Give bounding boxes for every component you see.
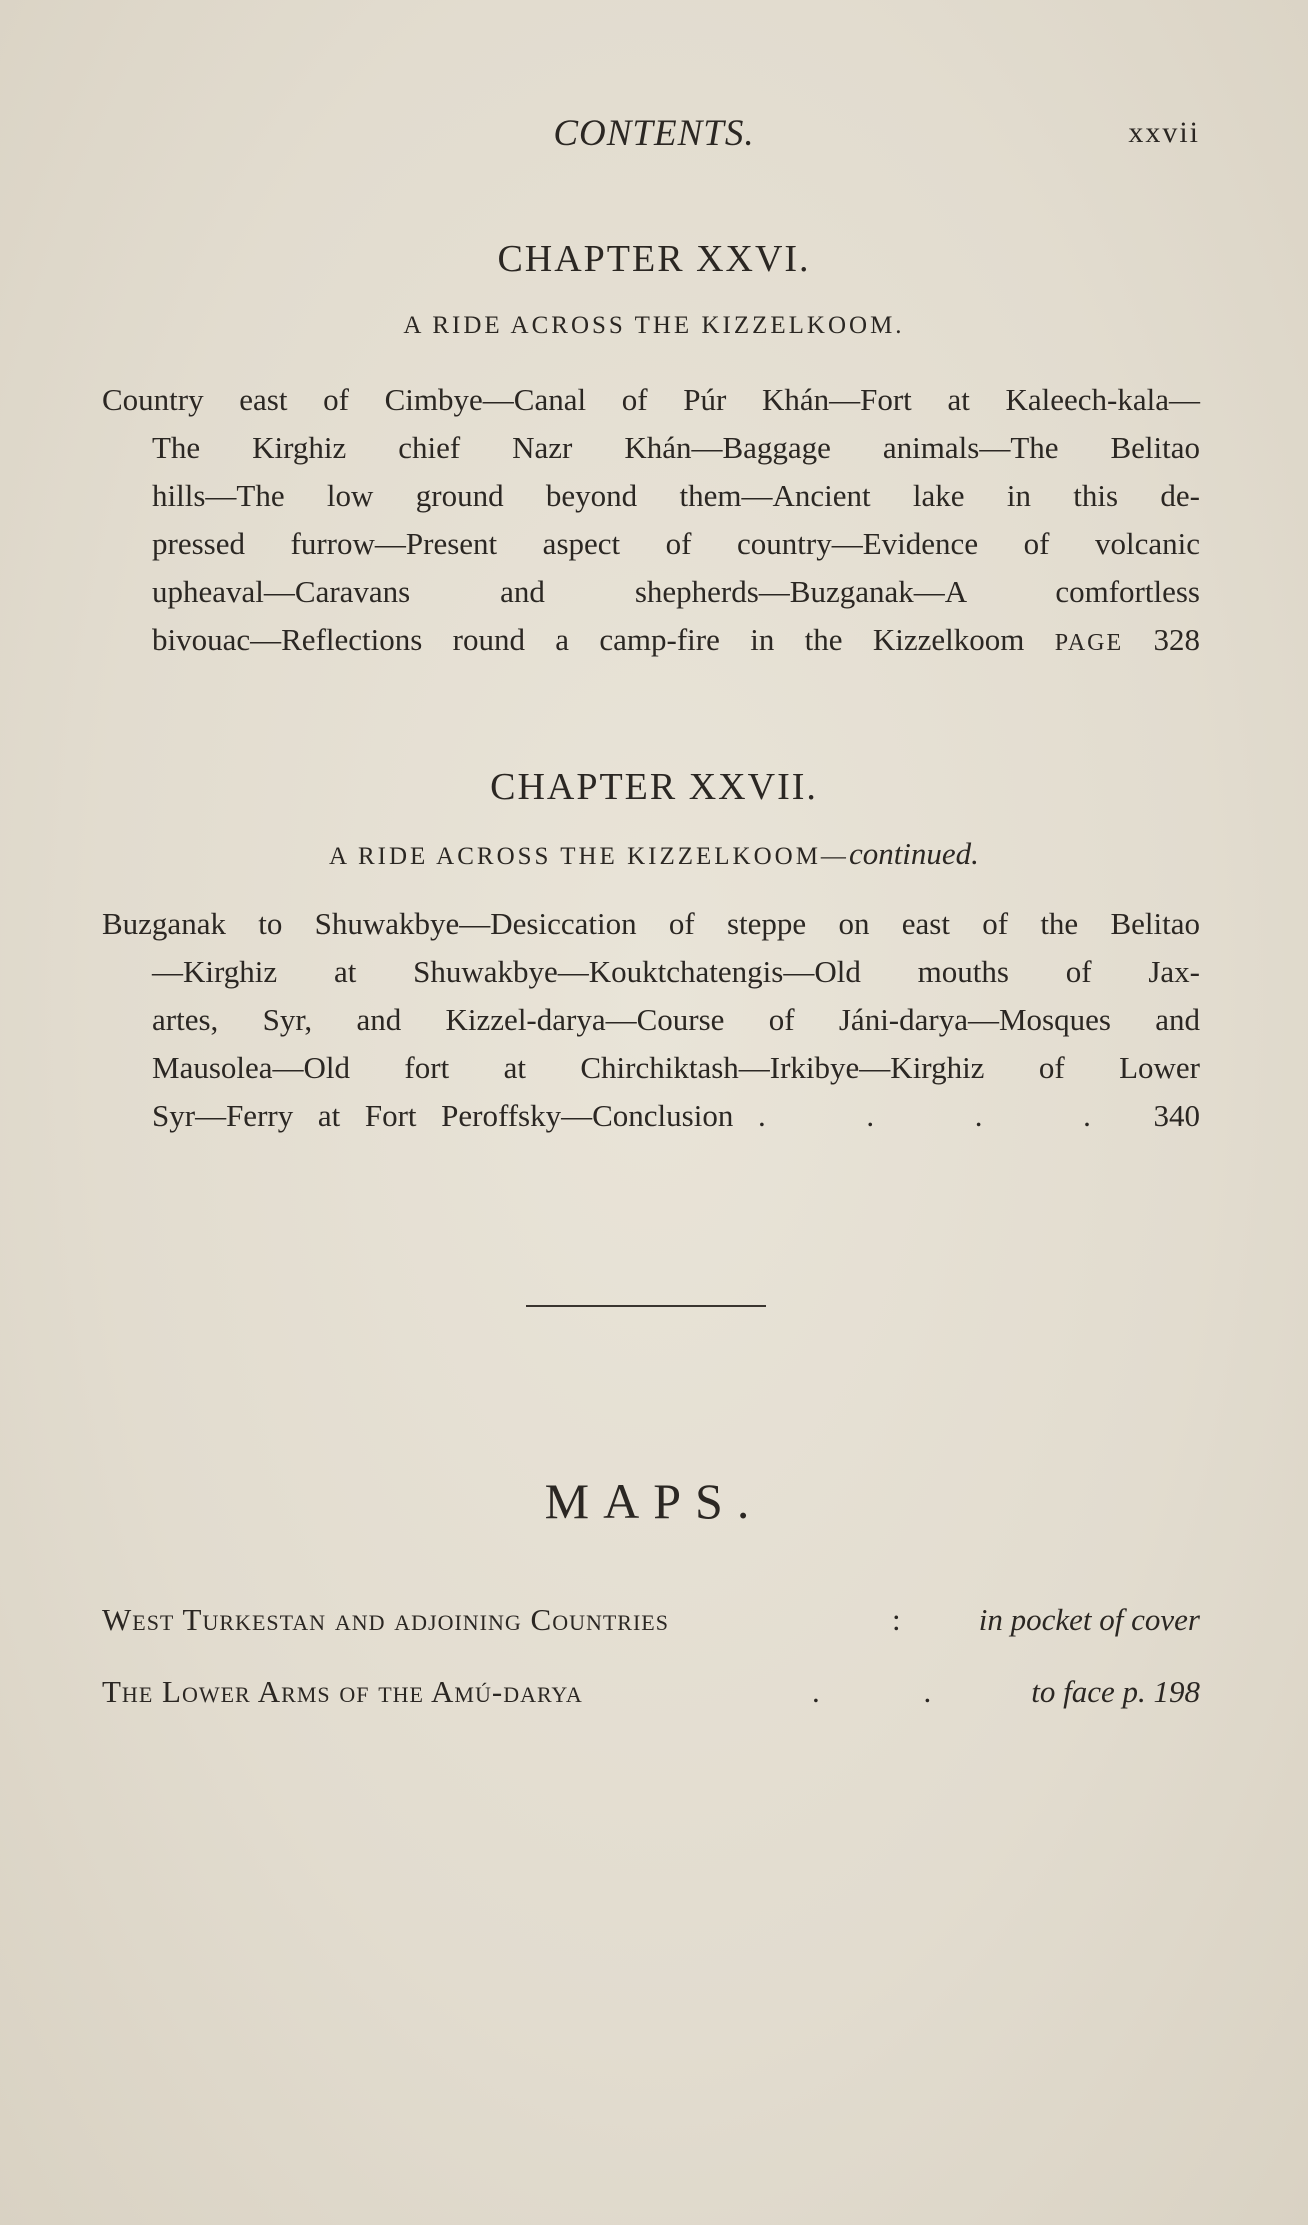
- summary-line: Country east of Cimbye—Canal of Púr Khán—Fort at Kaleech-kala—: [102, 382, 1200, 417]
- map-title: West Turkestan and adjoining Countries: [102, 1602, 669, 1637]
- summary-line: upheaval—Caravans and shepherds—Buzganak—A comfortless: [152, 574, 1200, 609]
- chapter-summary: [102, 900, 1200, 1140]
- chapter-heading: CHAPTER XXVII.: [490, 766, 818, 808]
- map-location: in pocket of cover: [978, 1602, 1200, 1637]
- subtitle-continued: continued.: [848, 836, 979, 871]
- dot-leaders: . .: [812, 1674, 980, 1709]
- map-title: The Lower Arms of the Amú-darya: [102, 1674, 583, 1709]
- summary-line: hills—The low ground beyond them—Ancient lake in this de-: [152, 478, 1200, 513]
- summary-line-last: [152, 616, 1200, 664]
- summary-line: —Kirghiz at Shuwakbye—Kouktchatengis—Old mouths of Jax-: [152, 954, 1200, 989]
- summary-line: artes, Syr, and Kizzel-darya—Course of Jáni-darya—Mosques and: [152, 1002, 1200, 1037]
- summary-text: bivouac—Reflections round a camp-fire in the Kizzelkoom: [152, 622, 1025, 657]
- page-label: PAGE: [1054, 630, 1124, 656]
- dot-leaders: . . . .: [758, 1098, 1129, 1133]
- summary-line: pressed furrow—Present aspect of country—Evidence of volcanic: [152, 526, 1200, 561]
- summary-line-last: [152, 1092, 1200, 1140]
- subtitle-text: A RIDE ACROSS THE KIZZELKOOM—: [329, 843, 849, 870]
- summary-line: Mausolea—Old fort at Chirchiktash—Irkibye—Kirghiz of Lower: [152, 1050, 1200, 1085]
- chapter-summary: [102, 376, 1200, 664]
- page-number-ref: 340: [1153, 1098, 1201, 1133]
- chapter-subtitle: A RIDE ACROSS THE KIZZELKOOM.: [403, 312, 905, 339]
- map-entry: [102, 1668, 1200, 1716]
- summary-line: The Kirghiz chief Nazr Khán—Baggage animals—The Belitao: [152, 430, 1200, 465]
- map-entry: [102, 1596, 1200, 1644]
- map-location: to face p. 198: [1031, 1674, 1200, 1709]
- chapter-heading: CHAPTER XXVI.: [497, 238, 811, 280]
- page-reference: [1055, 622, 1200, 657]
- running-title: CONTENTS.: [553, 113, 755, 154]
- maps-heading: MAPS.: [544, 1473, 764, 1529]
- summary-text: Syr—Ferry at Fort Peroffsky—Conclusion: [152, 1098, 734, 1133]
- chapter-subtitle: [0, 836, 1308, 872]
- running-head: [0, 112, 1308, 152]
- summary-line: Buzganak to Shuwakbye—Desiccation of steppe on east of the Belitao: [102, 906, 1200, 941]
- map-separator: :: [892, 1602, 901, 1637]
- section-divider: [526, 1305, 766, 1307]
- page-number: xxvii: [1128, 116, 1200, 149]
- page-number-ref: 328: [1153, 622, 1201, 657]
